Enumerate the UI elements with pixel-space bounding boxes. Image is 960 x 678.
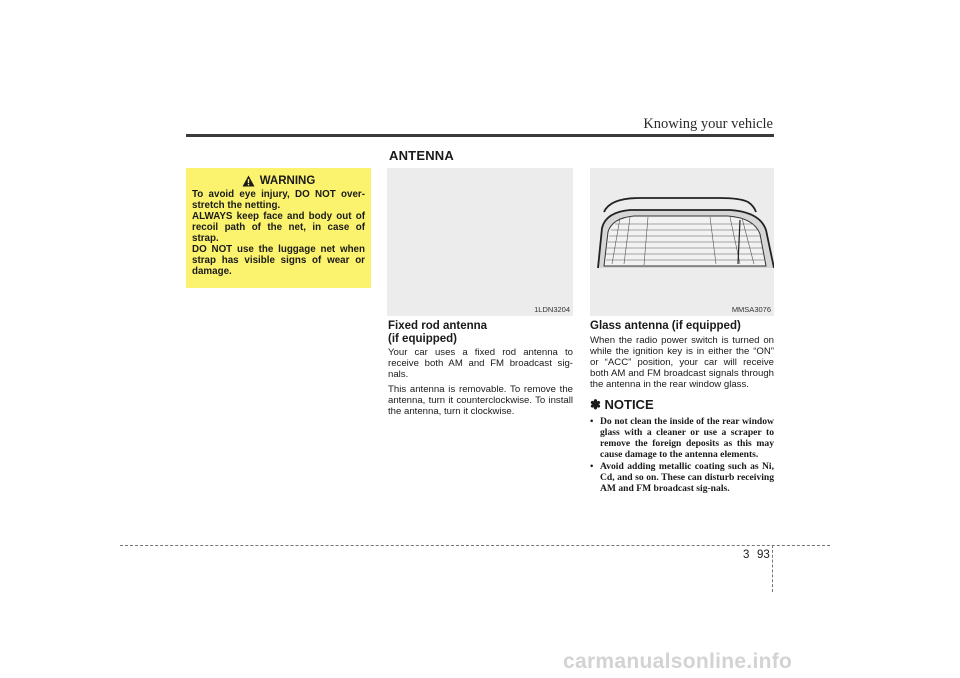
fixed-antenna-figure [387,168,573,316]
glass-antenna-section [590,320,774,495]
warning-paragraph-2: ALWAYS keep face and body out of recoil path of the net, in case of strap. [192,211,365,244]
fixed-antenna-section [388,320,573,420]
warning-heading [192,175,365,187]
notice-item-1: • Do not clean the inside of the rear window glass with a cleaner or use a scraper to remove the foreign deposits as this may cause damage to the antenna elements. [590,416,774,460]
glass-antenna-figure [590,168,774,316]
header-rule [186,134,774,137]
warning-heading-text: WARNING [259,174,316,187]
fixed-antenna-paragraph-2: This antenna is removable. To remove the antenna, turn it counterclockwise. To install the antenna, turn it clockwise. [388,383,573,418]
notice-heading: ✽ NOTICE [590,396,654,412]
rear-window-illustration [590,168,774,316]
notice-list [590,416,774,494]
figure-code-1: 1LDN3204 [534,305,570,314]
page-chapter-number: 3 [743,549,750,561]
fixed-antenna-heading-line2: (if equipped) [388,332,457,345]
glass-antenna-paragraph: When the radio power switch is turned on while the ignition key is in either the “ON” or “ACC” position, your car will receive both AM and FM broadcast signals through the antenna in the rear window glass. [590,334,774,391]
glass-antenna-heading: Glass antenna (if equipped) [590,320,741,332]
footer-vertical-rule [772,545,773,592]
warning-box [186,168,371,288]
figure-code-2: MMSA3076 [731,305,771,314]
warning-paragraph-1: To avoid eye injury, DO NOT over-stretch the netting. [192,189,365,211]
notice-item-2: • Avoid adding metallic coating such as Ni, Cd, and so on. These can disturb receiving AM and FM broadcast sig-nals. [590,461,774,494]
page-number: 93 [757,549,770,561]
warning-triangle-icon [242,175,255,187]
footer-rule [120,545,830,546]
section-title: ANTENNA [389,148,454,163]
site-watermark: carmanualsonline.info [563,650,793,673]
warning-paragraph-3: DO NOT use the luggage net when strap has visible signs of wear or damage. [192,244,365,277]
header-title: Knowing your vehicle [643,116,773,132]
fixed-antenna-paragraph-1: Your car uses a fixed rod antenna to receive both AM and FM broadcast sig-nals. [388,347,573,381]
fixed-antenna-heading-line1: Fixed rod antenna [388,320,488,332]
